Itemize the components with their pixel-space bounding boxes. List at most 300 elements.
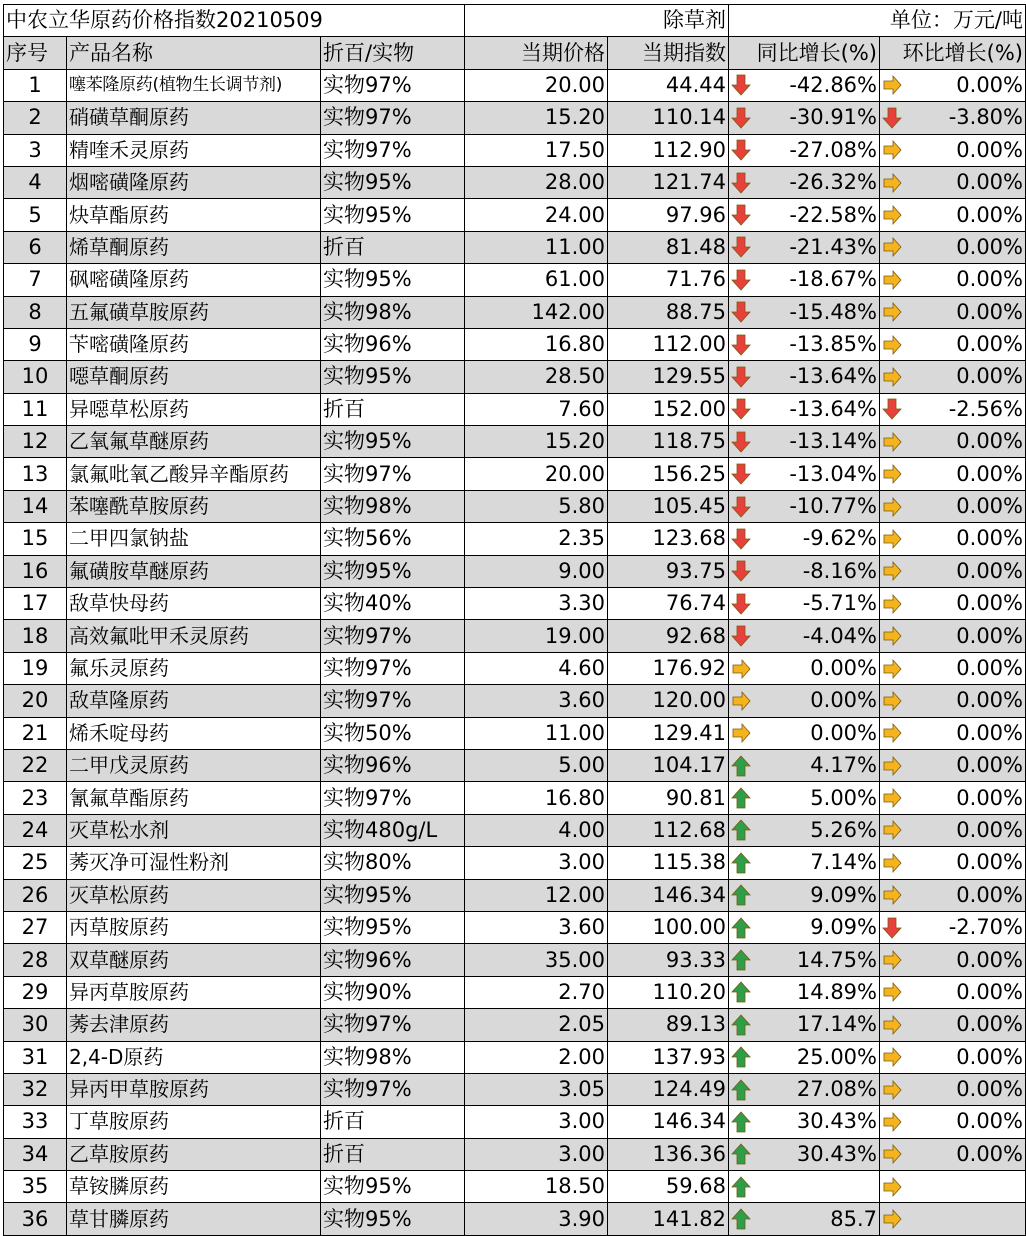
product-name: 乙氧氟草醚原药 bbox=[67, 426, 321, 458]
mom-value: 0.00% bbox=[956, 1012, 1023, 1037]
table-row bbox=[4, 1009, 1026, 1041]
yoy-cell bbox=[729, 944, 880, 976]
current-price: 5.00 bbox=[465, 749, 608, 781]
mom-cell bbox=[880, 458, 1026, 490]
yoy-cell bbox=[729, 166, 880, 198]
table-row bbox=[4, 782, 1026, 814]
product-spec: 实物95% bbox=[321, 879, 465, 911]
table-row bbox=[4, 814, 1026, 846]
mom-cell bbox=[880, 231, 1026, 263]
product-name: 灭草松原药 bbox=[67, 879, 321, 911]
current-index: 89.13 bbox=[608, 1009, 729, 1041]
yoy-value: -10.77% bbox=[789, 494, 877, 519]
product-spec: 实物95% bbox=[321, 1203, 465, 1235]
yoy-value: 0.00% bbox=[810, 720, 877, 745]
product-name: 2,4-D原药 bbox=[67, 1041, 321, 1073]
yoy-cell bbox=[729, 620, 880, 652]
price-index-table bbox=[3, 4, 1026, 1236]
current-price: 11.00 bbox=[465, 231, 608, 263]
yoy-cell bbox=[729, 1106, 880, 1138]
current-price: 3.90 bbox=[465, 1203, 608, 1235]
current-price: 5.80 bbox=[465, 490, 608, 522]
current-index: 112.90 bbox=[608, 134, 729, 166]
row-no: 29 bbox=[4, 976, 67, 1008]
current-index: 97.96 bbox=[608, 199, 729, 231]
yoy-value: -13.85% bbox=[789, 332, 877, 357]
yoy-value: 4.17% bbox=[810, 753, 877, 778]
flat-arrow-icon bbox=[882, 786, 902, 810]
mom-cell bbox=[880, 814, 1026, 846]
down-arrow-icon bbox=[731, 430, 751, 454]
yoy-value: 5.26% bbox=[810, 817, 877, 842]
product-spec: 实物96% bbox=[321, 944, 465, 976]
flat-arrow-icon bbox=[882, 657, 902, 681]
mom-value: 0.00% bbox=[956, 850, 1023, 875]
table-row bbox=[4, 69, 1026, 101]
mom-cell bbox=[880, 911, 1026, 943]
category-label: 除草剂 bbox=[465, 5, 729, 37]
current-index: 105.45 bbox=[608, 490, 729, 522]
unit-label: 单位：万元/吨 bbox=[729, 5, 1026, 37]
mom-cell bbox=[880, 976, 1026, 1008]
col-header-no: 序号 bbox=[4, 37, 67, 69]
product-name: 精喹禾灵原药 bbox=[67, 134, 321, 166]
table-row bbox=[4, 555, 1026, 587]
current-index: 120.00 bbox=[608, 685, 729, 717]
current-price: 2.70 bbox=[465, 976, 608, 1008]
yoy-value: 30.43% bbox=[796, 1109, 877, 1134]
product-spec: 实物95% bbox=[321, 555, 465, 587]
product-spec: 实物95% bbox=[321, 426, 465, 458]
yoy-cell bbox=[729, 264, 880, 296]
table-row bbox=[4, 749, 1026, 781]
yoy-cell bbox=[729, 490, 880, 522]
product-spec: 折百 bbox=[321, 1106, 465, 1138]
current-price: 3.60 bbox=[465, 911, 608, 943]
down-arrow-icon bbox=[882, 916, 902, 940]
product-name: 丙草胺原药 bbox=[67, 911, 321, 943]
table-row bbox=[4, 361, 1026, 393]
up-arrow-icon bbox=[731, 786, 751, 810]
mom-value: 0.00% bbox=[956, 785, 1023, 810]
up-arrow-icon bbox=[731, 818, 751, 842]
table-row bbox=[4, 490, 1026, 522]
flat-arrow-icon bbox=[882, 559, 902, 583]
mom-cell bbox=[880, 1009, 1026, 1041]
table-row bbox=[4, 1106, 1026, 1138]
product-spec: 实物50% bbox=[321, 717, 465, 749]
mom-value: 0.00% bbox=[956, 137, 1023, 162]
mom-value: 0.00% bbox=[956, 72, 1023, 97]
yoy-cell bbox=[729, 69, 880, 101]
current-price: 18.50 bbox=[465, 1171, 608, 1203]
down-arrow-icon bbox=[731, 397, 751, 421]
product-name: 高效氟吡甲禾灵原药 bbox=[67, 620, 321, 652]
yoy-cell bbox=[729, 685, 880, 717]
yoy-value: -26.32% bbox=[789, 170, 877, 195]
current-index: 104.17 bbox=[608, 749, 729, 781]
mom-value: 0.00% bbox=[956, 234, 1023, 259]
yoy-cell bbox=[729, 1073, 880, 1105]
yoy-cell bbox=[729, 328, 880, 360]
table-row bbox=[4, 231, 1026, 263]
table-row bbox=[4, 102, 1026, 134]
yoy-value: -13.64% bbox=[789, 396, 877, 421]
yoy-cell bbox=[729, 782, 880, 814]
row-no: 9 bbox=[4, 328, 67, 360]
down-arrow-icon bbox=[731, 462, 751, 486]
table-row bbox=[4, 879, 1026, 911]
mom-cell bbox=[880, 652, 1026, 684]
current-index: 88.75 bbox=[608, 296, 729, 328]
product-name: 氟乐灵原药 bbox=[67, 652, 321, 684]
flat-arrow-icon bbox=[882, 980, 902, 1004]
title-row bbox=[4, 5, 1026, 37]
product-name: 莠去津原药 bbox=[67, 1009, 321, 1041]
current-index: 110.14 bbox=[608, 102, 729, 134]
table-row bbox=[4, 1041, 1026, 1073]
yoy-cell bbox=[729, 847, 880, 879]
row-no: 33 bbox=[4, 1106, 67, 1138]
flat-arrow-icon bbox=[731, 689, 751, 713]
flat-arrow-icon bbox=[882, 203, 902, 227]
col-header-mom: 环比增长(%) bbox=[880, 37, 1026, 69]
yoy-cell bbox=[729, 426, 880, 458]
current-price: 3.60 bbox=[465, 685, 608, 717]
flat-arrow-icon bbox=[882, 721, 902, 745]
flat-arrow-icon bbox=[882, 624, 902, 648]
current-price: 19.00 bbox=[465, 620, 608, 652]
product-name: 敌草隆原药 bbox=[67, 685, 321, 717]
product-name: 二甲戊灵原药 bbox=[67, 749, 321, 781]
table-row bbox=[4, 296, 1026, 328]
row-no: 36 bbox=[4, 1203, 67, 1235]
mom-cell bbox=[880, 1041, 1026, 1073]
mom-cell bbox=[880, 264, 1026, 296]
current-index: 124.49 bbox=[608, 1073, 729, 1105]
up-arrow-icon bbox=[731, 851, 751, 875]
current-price: 24.00 bbox=[465, 199, 608, 231]
mom-cell bbox=[880, 102, 1026, 134]
current-price: 7.60 bbox=[465, 393, 608, 425]
flat-arrow-icon bbox=[882, 948, 902, 972]
yoy-value: -15.48% bbox=[789, 299, 877, 324]
row-no: 4 bbox=[4, 166, 67, 198]
mom-value: 0.00% bbox=[956, 1044, 1023, 1069]
mom-value: -2.56% bbox=[948, 396, 1023, 421]
flat-arrow-icon bbox=[882, 527, 902, 551]
row-no: 20 bbox=[4, 685, 67, 717]
up-arrow-icon bbox=[731, 980, 751, 1004]
flat-arrow-icon bbox=[882, 1045, 902, 1069]
mom-cell bbox=[880, 199, 1026, 231]
product-spec: 实物95% bbox=[321, 166, 465, 198]
current-price: 3.00 bbox=[465, 1138, 608, 1170]
yoy-cell bbox=[729, 361, 880, 393]
product-name: 氟磺胺草醚原药 bbox=[67, 555, 321, 587]
row-no: 7 bbox=[4, 264, 67, 296]
mom-value: 0.00% bbox=[956, 720, 1023, 745]
flat-arrow-icon bbox=[882, 883, 902, 907]
current-index: 121.74 bbox=[608, 166, 729, 198]
mom-cell bbox=[880, 134, 1026, 166]
mom-value: 0.00% bbox=[956, 979, 1023, 1004]
yoy-cell bbox=[729, 911, 880, 943]
row-no: 1 bbox=[4, 69, 67, 101]
current-index: 92.68 bbox=[608, 620, 729, 652]
up-arrow-icon bbox=[731, 1175, 751, 1199]
current-index: 71.76 bbox=[608, 264, 729, 296]
flat-arrow-icon bbox=[882, 495, 902, 519]
table-row bbox=[4, 523, 1026, 555]
flat-arrow-icon bbox=[882, 851, 902, 875]
yoy-cell bbox=[729, 588, 880, 620]
table-row bbox=[4, 1203, 1026, 1235]
current-index: 136.36 bbox=[608, 1138, 729, 1170]
down-arrow-icon bbox=[882, 397, 902, 421]
mom-cell bbox=[880, 1171, 1026, 1203]
flat-arrow-icon bbox=[882, 1207, 902, 1231]
product-name: 二甲四氯钠盐 bbox=[67, 523, 321, 555]
down-arrow-icon bbox=[731, 365, 751, 389]
current-index: 112.68 bbox=[608, 814, 729, 846]
row-no: 24 bbox=[4, 814, 67, 846]
current-index: 146.34 bbox=[608, 879, 729, 911]
table-row bbox=[4, 620, 1026, 652]
yoy-value: 9.09% bbox=[810, 915, 877, 940]
mom-cell bbox=[880, 166, 1026, 198]
product-name: 异噁草松原药 bbox=[67, 393, 321, 425]
mom-value: 0.00% bbox=[956, 267, 1023, 292]
yoy-cell bbox=[729, 393, 880, 425]
mom-value: 0.00% bbox=[956, 494, 1023, 519]
product-spec: 实物97% bbox=[321, 782, 465, 814]
yoy-value: -42.86% bbox=[789, 72, 877, 97]
current-price: 15.20 bbox=[465, 102, 608, 134]
mom-value: 0.00% bbox=[956, 170, 1023, 195]
current-index: 59.68 bbox=[608, 1171, 729, 1203]
mom-value: 0.00% bbox=[956, 591, 1023, 616]
yoy-cell bbox=[729, 1041, 880, 1073]
current-price: 3.05 bbox=[465, 1073, 608, 1105]
mom-value: -2.70% bbox=[948, 915, 1023, 940]
row-no: 6 bbox=[4, 231, 67, 263]
product-spec: 实物95% bbox=[321, 199, 465, 231]
product-name: 敌草快母药 bbox=[67, 588, 321, 620]
down-arrow-icon bbox=[731, 527, 751, 551]
down-arrow-icon bbox=[731, 592, 751, 616]
yoy-cell bbox=[729, 199, 880, 231]
mom-value: 0.00% bbox=[956, 1109, 1023, 1134]
table-row bbox=[4, 944, 1026, 976]
current-price: 28.00 bbox=[465, 166, 608, 198]
down-arrow-icon bbox=[731, 138, 751, 162]
row-no: 26 bbox=[4, 879, 67, 911]
mom-cell bbox=[880, 782, 1026, 814]
yoy-value: -13.14% bbox=[789, 429, 877, 454]
yoy-value: 17.14% bbox=[796, 1012, 877, 1037]
yoy-value: 25.00% bbox=[796, 1044, 877, 1069]
up-arrow-icon bbox=[731, 1110, 751, 1134]
product-spec: 实物480g/L bbox=[321, 814, 465, 846]
row-no: 27 bbox=[4, 911, 67, 943]
mom-cell bbox=[880, 523, 1026, 555]
mom-cell bbox=[880, 685, 1026, 717]
flat-arrow-icon bbox=[882, 138, 902, 162]
mom-cell bbox=[880, 393, 1026, 425]
yoy-cell bbox=[729, 717, 880, 749]
mom-value: 0.00% bbox=[956, 461, 1023, 486]
product-name: 氯氟吡氧乙酸异辛酯原药 bbox=[67, 458, 321, 490]
current-index: 146.34 bbox=[608, 1106, 729, 1138]
yoy-cell bbox=[729, 231, 880, 263]
current-index: 129.41 bbox=[608, 717, 729, 749]
mom-cell bbox=[880, 588, 1026, 620]
product-name: 噁草酮原药 bbox=[67, 361, 321, 393]
yoy-value: 0.00% bbox=[810, 688, 877, 713]
current-index: 90.81 bbox=[608, 782, 729, 814]
product-spec: 实物97% bbox=[321, 1073, 465, 1105]
current-price: 142.00 bbox=[465, 296, 608, 328]
product-name: 五氟磺草胺原药 bbox=[67, 296, 321, 328]
mom-cell bbox=[880, 717, 1026, 749]
mom-value: 0.00% bbox=[956, 364, 1023, 389]
mom-cell bbox=[880, 847, 1026, 879]
row-no: 35 bbox=[4, 1171, 67, 1203]
mom-value: 0.00% bbox=[956, 1141, 1023, 1166]
product-name: 硝磺草酮原药 bbox=[67, 102, 321, 134]
current-index: 129.55 bbox=[608, 361, 729, 393]
table-row bbox=[4, 847, 1026, 879]
table-row bbox=[4, 652, 1026, 684]
table-row bbox=[4, 1138, 1026, 1170]
down-arrow-icon bbox=[731, 203, 751, 227]
flat-arrow-icon bbox=[882, 333, 902, 357]
product-spec: 实物97% bbox=[321, 685, 465, 717]
yoy-value: 14.89% bbox=[796, 979, 877, 1004]
row-no: 13 bbox=[4, 458, 67, 490]
current-price: 3.30 bbox=[465, 588, 608, 620]
product-name: 灭草松水剂 bbox=[67, 814, 321, 846]
product-name: 炔草酯原药 bbox=[67, 199, 321, 231]
current-price: 11.00 bbox=[465, 717, 608, 749]
product-spec: 实物95% bbox=[321, 911, 465, 943]
mom-cell bbox=[880, 879, 1026, 911]
flat-arrow-icon bbox=[882, 1110, 902, 1134]
row-no: 2 bbox=[4, 102, 67, 134]
product-spec: 实物96% bbox=[321, 749, 465, 781]
flat-arrow-icon bbox=[882, 235, 902, 259]
down-arrow-icon bbox=[731, 300, 751, 324]
yoy-value: -13.64% bbox=[789, 364, 877, 389]
mom-value: 0.00% bbox=[956, 656, 1023, 680]
current-index: 93.75 bbox=[608, 555, 729, 587]
row-no: 8 bbox=[4, 296, 67, 328]
flat-arrow-icon bbox=[882, 462, 902, 486]
current-index: 100.00 bbox=[608, 911, 729, 943]
flat-arrow-icon bbox=[882, 1013, 902, 1037]
mom-value: 0.00% bbox=[956, 299, 1023, 324]
current-price: 17.50 bbox=[465, 134, 608, 166]
product-spec: 实物98% bbox=[321, 490, 465, 522]
flat-arrow-icon bbox=[882, 171, 902, 195]
mom-value: 0.00% bbox=[956, 526, 1023, 551]
down-arrow-icon bbox=[731, 268, 751, 292]
current-price: 4.60 bbox=[465, 652, 608, 684]
col-header-index: 当期指数 bbox=[608, 37, 729, 69]
flat-arrow-icon bbox=[882, 689, 902, 713]
yoy-cell bbox=[729, 1009, 880, 1041]
yoy-value: -27.08% bbox=[789, 137, 877, 162]
mom-cell bbox=[880, 328, 1026, 360]
yoy-cell bbox=[729, 134, 880, 166]
yoy-value: -9.62% bbox=[802, 526, 877, 551]
product-spec: 实物56% bbox=[321, 523, 465, 555]
row-no: 21 bbox=[4, 717, 67, 749]
report-title: 中农立华原药价格指数20210509 bbox=[4, 5, 465, 37]
up-arrow-icon bbox=[731, 883, 751, 907]
row-no: 10 bbox=[4, 361, 67, 393]
up-arrow-icon bbox=[731, 916, 751, 940]
row-no: 14 bbox=[4, 490, 67, 522]
current-price: 3.00 bbox=[465, 847, 608, 879]
yoy-value: 5.00% bbox=[810, 785, 877, 810]
product-spec: 折百 bbox=[321, 1138, 465, 1170]
product-spec: 实物97% bbox=[321, 134, 465, 166]
down-arrow-icon bbox=[731, 624, 751, 648]
yoy-cell bbox=[729, 555, 880, 587]
product-name: 烯禾啶母药 bbox=[67, 717, 321, 749]
current-price: 2.00 bbox=[465, 1041, 608, 1073]
table-row bbox=[4, 199, 1026, 231]
product-name: 莠灭净可湿性粉剂 bbox=[67, 847, 321, 879]
product-spec: 折百 bbox=[321, 393, 465, 425]
current-price: 16.80 bbox=[465, 782, 608, 814]
current-index: 110.20 bbox=[608, 976, 729, 1008]
product-spec: 实物95% bbox=[321, 1171, 465, 1203]
mom-value: 0.00% bbox=[956, 688, 1023, 713]
mom-value: 0.00% bbox=[956, 817, 1023, 842]
current-price: 20.00 bbox=[465, 458, 608, 490]
product-spec: 实物90% bbox=[321, 976, 465, 1008]
table-row bbox=[4, 976, 1026, 1008]
row-no: 25 bbox=[4, 847, 67, 879]
row-no: 12 bbox=[4, 426, 67, 458]
yoy-value: 9.09% bbox=[810, 882, 877, 907]
table-row bbox=[4, 588, 1026, 620]
current-index: 112.00 bbox=[608, 328, 729, 360]
current-index: 93.33 bbox=[608, 944, 729, 976]
flat-arrow-icon bbox=[882, 1078, 902, 1102]
current-index: 118.75 bbox=[608, 426, 729, 458]
product-name: 草铵膦原药 bbox=[67, 1171, 321, 1203]
flat-arrow-icon bbox=[882, 754, 902, 778]
up-arrow-icon bbox=[731, 1207, 751, 1231]
row-no: 3 bbox=[4, 134, 67, 166]
yoy-cell bbox=[729, 976, 880, 1008]
product-spec: 实物98% bbox=[321, 296, 465, 328]
table-row bbox=[4, 1171, 1026, 1203]
up-arrow-icon bbox=[731, 1142, 751, 1166]
current-index: 141.82 bbox=[608, 1203, 729, 1235]
product-name: 氰氟草酯原药 bbox=[67, 782, 321, 814]
mom-cell bbox=[880, 620, 1026, 652]
col-header-name: 产品名称 bbox=[67, 37, 321, 69]
row-no: 22 bbox=[4, 749, 67, 781]
yoy-value: -5.71% bbox=[802, 591, 877, 616]
product-spec: 实物97% bbox=[321, 1009, 465, 1041]
yoy-value: 0.00% bbox=[810, 656, 877, 680]
